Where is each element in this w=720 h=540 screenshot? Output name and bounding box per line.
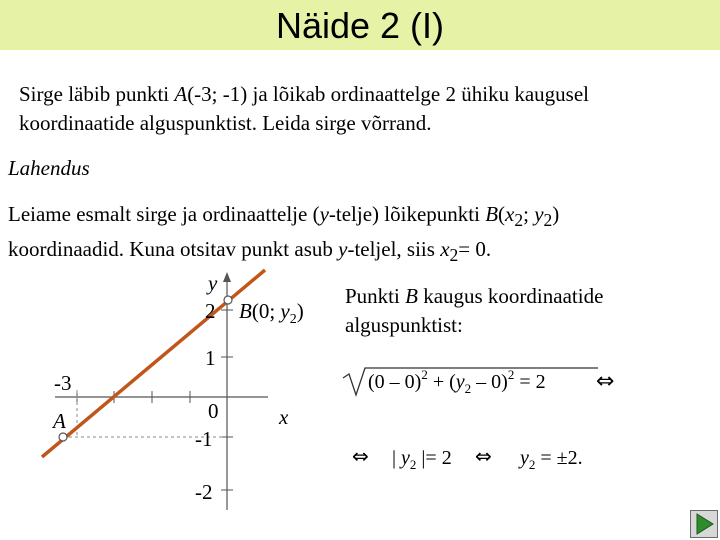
y-tick-0: 0: [208, 399, 219, 423]
slide-title: Näide 2 (I): [0, 0, 720, 50]
explanation-line-2: koordinaadid. Kuna otsitav punkt asub y-teljel, siis $x_2= 0$.: [8, 237, 492, 266]
svg-text:y2 = ±2.: $y_2 = \pm 2$.: [520, 447, 583, 472]
side-note-line-1: Punkti B kaugus koordinaatide: [345, 284, 604, 308]
y-tick-minus-2: -2: [195, 480, 213, 504]
result-formula: [352, 444, 583, 472]
y-axis-arrow: [223, 272, 231, 282]
point-b-label: B(0; $y_2$): [239, 299, 304, 327]
side-note-line-2: alguspunktist:: [345, 313, 463, 337]
play-icon: [691, 511, 717, 537]
x-axis-label: x: [279, 405, 289, 429]
y-tick-minus-1: -1: [195, 427, 213, 451]
equivalence-arrow-1: ⇔: [596, 369, 615, 394]
explanation-line-1: Leiame esmalt sirge ja ordinaattelje (y-telje) lõikepunkti $B(x_2$; $y_2$): [8, 202, 560, 231]
y-tick-2: 2: [205, 299, 216, 323]
side-note: [345, 282, 603, 340]
distance-formula: [343, 367, 614, 396]
problem-line-2: koordinaatide alguspunktist. Leida sirge võrrand.: [19, 111, 432, 135]
svg-text:(0 – 0)2 + (y2 – 0)2 = 2: $(0 - 0)^2 + (y_2 - 0)^2 = 2$: [368, 367, 546, 396]
equivalence-arrow-3: ⇔: [475, 444, 492, 468]
y-axis-label: y: [208, 271, 218, 295]
solution-heading: Lahendus: [8, 156, 90, 180]
equivalence-arrow-2: ⇔: [352, 444, 369, 468]
point-a-marker: [59, 433, 67, 441]
problem-line-1: Sirge läbib punkti A(-3; -1) ja lõikab ordinaattelge 2 ühiku kaugusel: [19, 82, 589, 106]
x-tick-minus-3: -3: [54, 371, 72, 395]
next-slide-button[interactable]: [690, 510, 718, 538]
point-b-marker: [224, 296, 232, 304]
point-a-label: A: [53, 409, 66, 433]
svg-text:| y2 |= 2: | $y_2$ |= 2: [392, 447, 452, 472]
y-tick-1: 1: [205, 346, 216, 370]
